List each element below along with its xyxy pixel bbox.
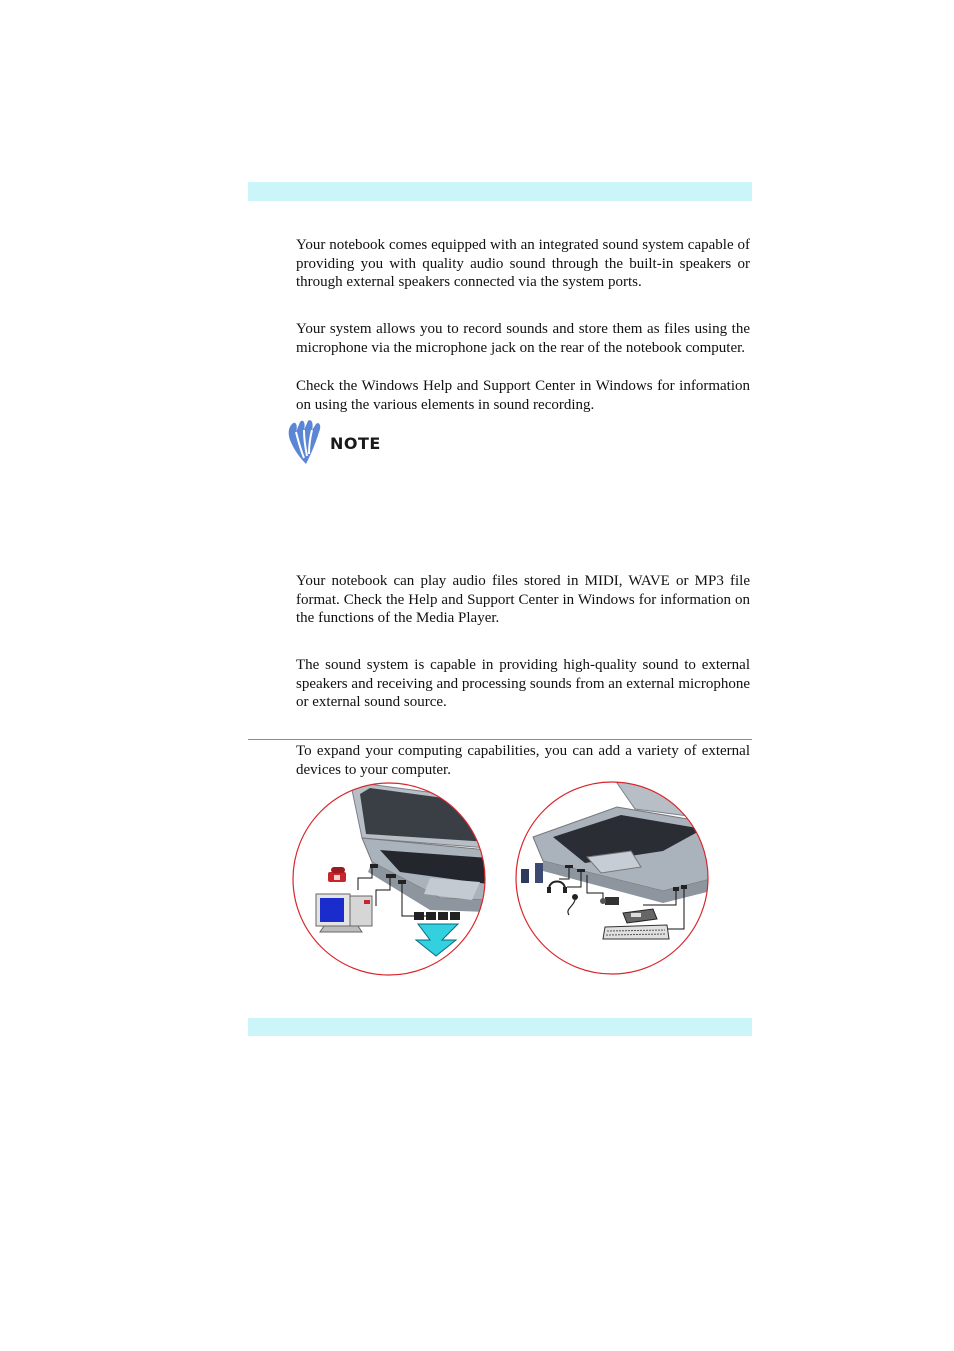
expansion-paragraph: To expand your computing capabilities, you can add a variety of external devices to your computer.: [296, 743, 750, 778]
note-hand-icon: [286, 418, 328, 466]
section-divider: [248, 739, 752, 740]
intro-paragraph: Your notebook comes equipped with an integrated sound system capable of providing you with quality audio sound through the built-in speakers or through external speakers connected via the system ports.: [296, 237, 750, 290]
rear-ports-illustration: [290, 780, 488, 978]
playback-paragraph: Your notebook can play audio files stored in MIDI, WAVE or MP3 file format. Check the Help and Support Center in Windows for information on the functions of the Media Player.: [296, 573, 750, 626]
keyboard-icon: [603, 925, 669, 939]
help-paragraph: Check the Windows Help and Support Center in Windows for information on using the various elements in sound recording.: [296, 378, 750, 413]
external-sound-paragraph: The sound system is capable in providing high-quality sound to external speakers and receiving and processing sounds from an external microphone or external sound source.: [296, 657, 750, 710]
note-label: NOTE: [330, 434, 381, 453]
recording-paragraph: Your system allows you to record sounds and store them as files using the microphone via the microphone jack on the rear of the notebook computer.: [296, 321, 750, 356]
monitor-icon: [316, 894, 372, 932]
camera-icon: [600, 897, 619, 905]
footer-band: [248, 1018, 752, 1036]
side-ports-illustration: [513, 779, 711, 977]
note-box: [286, 418, 396, 468]
header-band: [248, 182, 752, 201]
